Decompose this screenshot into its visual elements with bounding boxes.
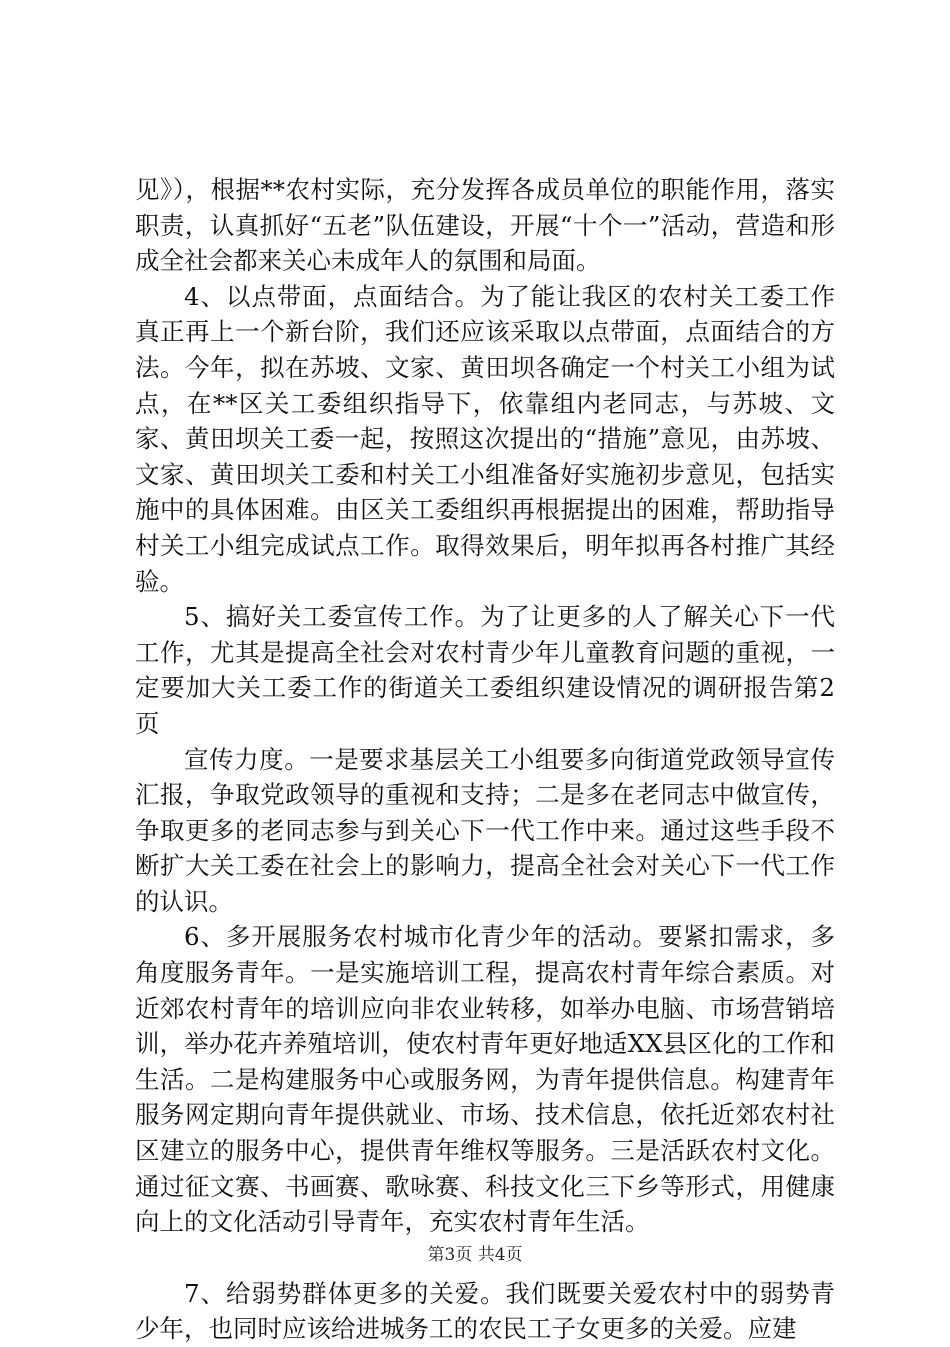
paragraph-item-5-continued: 宣传力度。一是要求基层关工小组要多向街道党政领导宣传汇报，争取党政领导的重视和支持；二是多在老同志中做宣传，争取更多的老同志参与到关心下一代工作中来。通过这些手段不断扩大关工委在社会上的影响力，提高全社会对关心下一代工作的认识。	[135, 744, 835, 916]
paragraph-item-5: 5、搞好关工委宣传工作。为了让更多的人了解关心下一代工作，尤其是提高全社会对农村青少年儿童教育问题的重视，一定要加大关工委工作的街道关工委组织建设情况的调研报告第2页	[135, 602, 835, 738]
paragraph-item-7: 7、给弱势群体更多的关爱。我们既要关爱农村中的弱势青少年，也同时应该给进城务工的农民工子女更多的关爱。应建	[135, 1278, 835, 1344]
paragraph-item-4: 4、以点带面，点面结合。为了能让我区的农村关工委工作真正再上一个新台阶，我们还应该采取以点带面，点面结合的方法。今年，拟在苏坡、文家、黄田坝各确定一个村关工小组为试点，在**区关工委组织指导下，依靠组内老同志，与苏坡、文家、黄田坝关工委一起，按照这次提出的“措施”意见，由苏坡、文家、黄田坝关工委和村关工小组准备好实施初步意见，包括实施中的具体困难。由区关工委组织再根据提出的困难，帮助指导村关工小组完成试点工作。取得效果后，明年拟再各村推广其经验。	[135, 281, 835, 596]
page-footer: 第3页 共4页	[427, 1245, 523, 1265]
paragraph-continuation: 见》），根据**农村实际，充分发挥各成员单位的职能作用，落实职责，认真抓好“五老”队伍建设，开展“十个一”活动，营造和形成全社会都来关心未成年人的氛围和局面。	[135, 175, 835, 276]
document-body	[135, 172, 835, 1347]
paragraph-item-6: 6、多开展服务农村城市化青少年的活动。要紧扣需求，多角度服务青年。一是实施培训工程，提高农村青年综合素质。对近郊农村青年的培训应向非农业转移，如举办电脑、市场营销培训，举办花卉养殖培训，使农村青年更好地适XX县区化的工作和生活。二是构建服务中心或服务网，为青年提供信息。构建青年服务网定期向青年提供就业、市场、技术信息，依托近郊农村社区建立的服务中心，提供青年维权等服务。三是活跃农村文化。通过征文赛、书画赛、歌咏赛、科技文化三下乡等形式，用健康向上的文化活动引导青年，充实农村青年生活。	[135, 922, 835, 1237]
